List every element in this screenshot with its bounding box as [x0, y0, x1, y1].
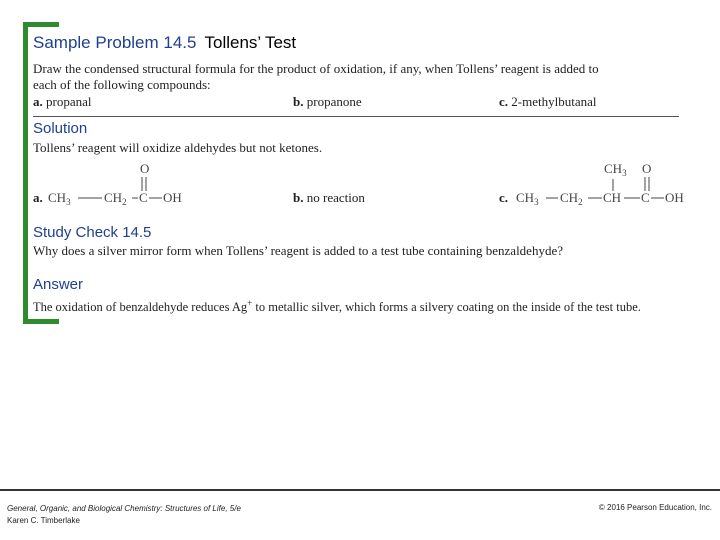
- c-ch: CH: [603, 190, 622, 205]
- a-oxygen: O: [140, 161, 150, 176]
- footer-copyright: © 2016 Pearson Education, Inc.: [598, 503, 712, 512]
- structure-a: [46, 158, 196, 208]
- problem-item-c: [499, 94, 596, 110]
- footer-citation: [7, 503, 241, 527]
- section-divider: [33, 116, 679, 117]
- answer-text-after: to metallic silver, which forms a silvery coating on the inside of the test tube.: [252, 300, 641, 315]
- solution-a-letter: a.: [33, 190, 43, 205]
- bracket-bottom-bar: [23, 319, 59, 324]
- solution-heading: Solution: [33, 120, 88, 137]
- item-c-text: 2-methylbutanal: [511, 94, 597, 109]
- item-a-text: propanal: [46, 94, 92, 109]
- item-c-letter: c.: [499, 94, 509, 109]
- c-ch3: $CH_3$: [516, 190, 539, 207]
- study-check-heading: Study Check 14.5: [33, 224, 152, 241]
- answer-text: [33, 295, 641, 315]
- a-ch3: $CH_3$: [48, 190, 71, 207]
- solution-text: Tollens’ reagent will oxidize aldehydes but not ketones.: [33, 140, 323, 155]
- title-topic: Tollens’ Test: [204, 33, 297, 52]
- item-b-letter: b.: [293, 94, 304, 109]
- c-ch2: $CH_2$: [560, 190, 583, 207]
- title-label: Sample Problem 14.5: [33, 33, 197, 52]
- footer-divider: [0, 489, 720, 491]
- solution-c-letter: c.: [499, 190, 509, 205]
- c-carbon: C: [641, 190, 650, 205]
- solution-b: [293, 190, 365, 206]
- structure-c: [514, 158, 694, 208]
- c-oh: OH: [665, 190, 684, 205]
- item-a-letter: a.: [33, 94, 43, 109]
- problem-item-b: [293, 94, 362, 110]
- problem-line-2: each of the following compounds:: [33, 77, 211, 92]
- answer-text-before: The oxidation of benzaldehyde reduces Ag: [33, 300, 248, 315]
- footer-book: General, Organic, and Biological Chemistry: Structures of Life, 5/e: [7, 504, 241, 513]
- c-oxygen: O: [642, 161, 652, 176]
- problem-item-a: [33, 94, 91, 110]
- bracket-left-bar: [23, 22, 28, 324]
- a-ch2: $CH_2$: [104, 190, 127, 207]
- study-check-question: Why does a silver mirror form when Tollens’ reagent is added to a test tube containing benzaldehyde?: [33, 243, 563, 258]
- answer-superscript: +: [247, 298, 253, 308]
- page-title: [33, 33, 296, 53]
- footer-author: Karen C. Timberlake: [7, 516, 80, 525]
- a-carbon: C: [139, 190, 148, 205]
- bracket-top-bar: [23, 22, 59, 27]
- a-oh: OH: [163, 190, 182, 205]
- item-b-text: propanone: [306, 94, 362, 109]
- c-branch-ch3: $CH_3$: [604, 161, 627, 178]
- problem-line-1: Draw the condensed structural formula for the product of oxidation, if any, when Tollens’ reagent is added to: [33, 61, 599, 76]
- answer-heading: Answer: [33, 276, 84, 293]
- solution-b-letter: b.: [293, 190, 304, 205]
- solution-b-text: no reaction: [306, 190, 365, 205]
